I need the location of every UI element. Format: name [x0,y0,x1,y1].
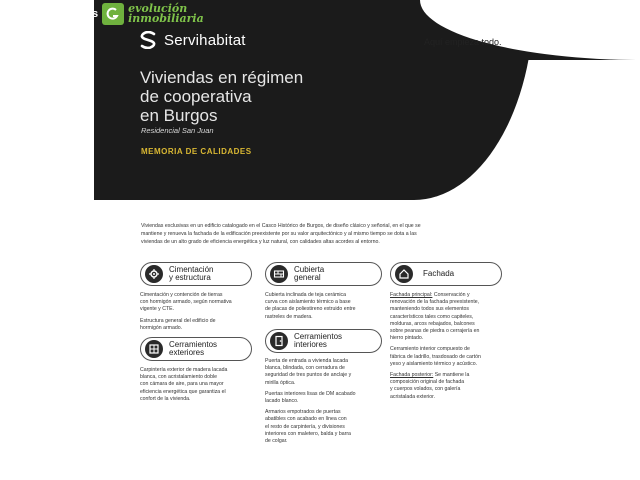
watermark-g-icon [102,3,124,25]
paragraph [265,358,385,387]
text-line: mirilla óptica. [265,379,296,386]
watermark-line1: evolución [128,2,188,15]
card-label [294,266,324,283]
intro-line: Viviendas exclusivas en un edificio catalogado en el Casco Histórico de Burgos, de diseño clásico y señorial, en el que se [141,223,421,229]
paragraph [390,292,510,342]
roof-tiles-icon [270,265,288,283]
card-cimentacion [140,262,252,286]
card-label-line: y estructura [169,273,211,282]
watermark-logo [92,2,204,26]
gears-icon [145,265,163,283]
title-line: de cooperativa [140,87,252,106]
door-icon [270,332,288,350]
text-line: vigente y CTE. [140,306,175,313]
text-line: abatibles con acabado en línea con [265,416,347,423]
servihabitat-logo-icon [140,31,156,49]
text-line: Armarios empotrados de puertas [265,409,341,416]
fachada-principal-label: Fachada principal: [390,292,433,298]
watermark-line2: inmobiliaria [128,12,204,25]
paragraph [390,372,510,401]
card-label [169,266,213,283]
paragraph [140,318,260,332]
intro-paragraph [141,222,501,246]
text-line: blanca, blindada, con cerradura de [265,365,345,372]
paragraph [265,409,385,445]
card-label [169,341,217,358]
cerramientos-interiores-text [265,358,385,449]
text-line: de placas de poliestireno extruido entre [265,306,356,313]
text-line: Cubierta inclinada de teja cerámica [265,292,347,298]
text-line: hierro pintado. [390,335,424,342]
paragraph [390,346,510,368]
text-line: acristalada exterior. [390,393,435,400]
paragraph [265,292,390,321]
text-line: renovación de la fachada preexistente, [390,299,480,306]
text-line: hormigón armado. [140,324,183,331]
text-line: con cámara de aire, para una mayor [140,381,224,388]
text-line: rastreles de madera. [265,313,313,320]
card-label-line: Cimentación [169,264,214,274]
text-line: Estructura general del edificio de [140,317,216,324]
paragraph [140,292,260,314]
intro-line: mantiene y renueva la fachada de la edificación preexistente por su valor arquitectónico y al mismo tiempo se dota a las [141,231,417,237]
text-line: curva con aislamiento térmico a base [265,299,351,306]
card-label-line: interiores [294,340,327,349]
card-label [423,270,454,279]
card-label-line: Cubierta [294,264,325,274]
card-label-line: exteriores [169,348,205,357]
text-line: Cerramiento interior compuesto de [390,346,470,353]
paragraph [265,391,385,405]
card-fachada [390,262,502,286]
card-label [294,333,342,350]
card-cerramientos-interiores [265,329,382,353]
cimentacion-text [140,292,260,336]
text-line: fábrica de ladrillo, trasdosado de cartón [390,353,481,360]
text-line: Puerta de entrada a vivienda lacada [265,358,349,364]
text-line: yeso y aislamiento térmico y acústico. [390,360,478,367]
text-line: molduras, arcos rebajados, balcones [390,320,475,327]
cerramientos-exteriores-text [140,367,260,407]
house-icon [395,265,413,283]
page-title [140,68,360,125]
card-label-line: general [294,273,321,282]
text-line: interiores con maletero, balda y barra [265,430,351,437]
text-line: seguridad de tres puntos de anclaje y [265,372,352,379]
fachada-text [390,292,510,405]
text-line: confort de la vivienda. [140,395,191,402]
text-line: blanca, con acristalamiento doble [140,374,217,381]
text-line: manteniendo todos sus elementos [390,306,470,313]
text-line: el resto de carpintería, y divisiones [265,423,345,430]
card-cerramientos-exteriores [140,337,252,361]
title-line: Viviendas en régimen [140,68,304,87]
text-line: composición original de fachada [390,379,465,386]
text-line: Cimentación y contención de tierras [140,292,223,298]
page-subtitle: Residencial San Juan [141,126,214,135]
title-line: en Burgos [140,106,218,125]
card-cubierta [265,262,382,286]
text-line: Puertas interiores lisas de DM acabado [265,390,356,397]
text-line: Carpintería exterior de madera lacada [140,367,228,373]
text-line: eficiencia energética que garantiza el [140,388,226,395]
brand [140,31,246,49]
section-heading: MEMORIA DE CALIDADES [141,147,252,156]
text-line: sobre peanas de piedra o cerrajería en [390,328,480,335]
window-icon [145,340,163,358]
text-line: Conservación y [433,292,470,298]
cubierta-text [265,292,390,325]
card-label-line: Cerramientos [169,339,218,349]
tagline: Aquí empieza todo. [424,37,502,47]
card-label-line: Fachada [423,268,455,278]
fachada-posterior-label: Fachada posterior: [390,372,434,379]
card-label-line: Cerramientos [294,331,343,341]
watermark-prefix: s [92,8,99,20]
text-line: y cuerpos volados, con galería [390,386,461,393]
paragraph [140,367,260,403]
intro-line: viviendas de un alto grado de eficiencia energética y luz natural, con calidades altas acordes al entorno. [141,239,380,245]
text-line: de colgar. [265,438,288,445]
watermark-text [128,4,204,24]
text-line: característicos tales como capiteles, [390,313,474,320]
text-line: con hormigón armado, según normativa [140,299,232,306]
text-line: Se mantiene la [434,372,470,379]
brand-name: Servihabitat [164,31,246,49]
text-line: lacado blanco. [265,398,299,405]
